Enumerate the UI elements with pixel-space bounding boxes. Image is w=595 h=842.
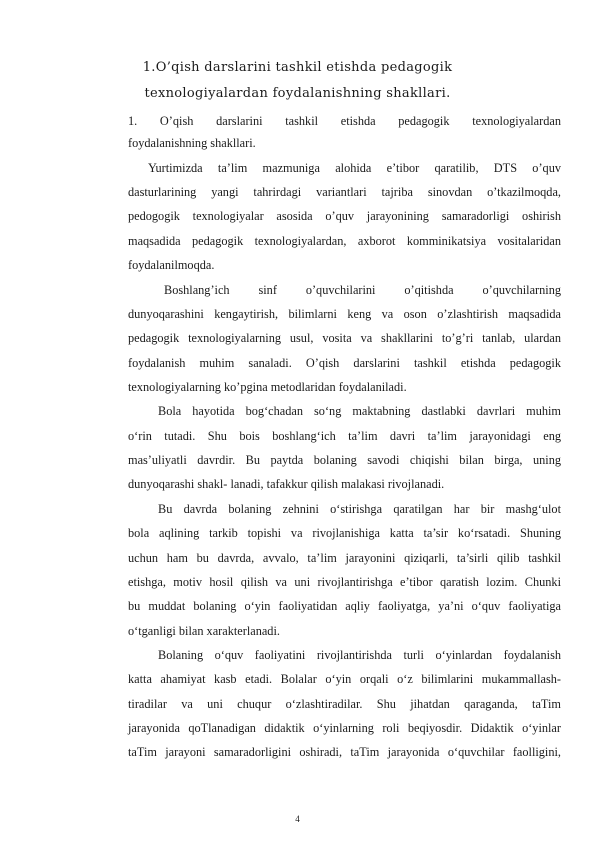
- paragraph-line: etishga, motiv hosil qilish va uni rivojlantirishga e’tibor qaratish lozim. Chunki: [128, 575, 561, 589]
- paragraph-line: jarayonida qoTlanadigan didaktik o‘yinlarning roli beqiyosdir. Didaktik o‘yinlar: [128, 721, 561, 735]
- paragraph-line: o‘tganligi bilan xarakterlanadi.: [128, 624, 280, 638]
- paragraph-line: foydalanilmoqda.: [128, 258, 215, 272]
- paragraph-line: maqsadida pedagogik texnologiyalardan, axborot komminikatsiya vositalaridan: [128, 234, 561, 248]
- paragraph-line: bola aqlining tarkib topishi va rivojlanishiga katta ta’sir ko‘rsatadi. Shuning: [128, 526, 561, 540]
- paragraph-line: texnologiyalarning ko’pgina metodlaridan foydalaniladi.: [128, 380, 407, 394]
- paragraph-line: 1. O’qish darslarini tashkil etishda pedagogik texnologiyalardan: [128, 114, 561, 128]
- paragraph-line: dunyoqarashi shakl- lanadi, tafakkur qilish malakasi rivojlanadi.: [128, 477, 445, 491]
- paragraph-line: Bolaning o‘quv faoliyatini rivojlantirishda turli o‘yinlardan foydalanish: [158, 648, 561, 662]
- paragraph-line: foydalanish muhim sanaladi. O’qish darslarini tashkil etishda pedagogik: [128, 356, 561, 370]
- paragraph-line: foydalanishning shakllari.: [128, 136, 256, 150]
- paragraph-line: pedagogik texnologiyalarning usul, vosita va shakllarini to’g’ri tanlab, ulardan: [128, 331, 561, 345]
- paragraph-line: tiradilar va uni chuqur o‘zlashtiradilar. Shu jihatdan qaraganda, taTim: [128, 697, 561, 711]
- paragraph-line: uchun ham bu davrda, avvalo, ta’lim jarayonini qiziqarli, ta’sirli qilib tashkil: [128, 551, 561, 565]
- paragraph-line: o‘rin tutadi. Shu bois boshlang‘ich ta’lim davri ta’lim jarayonidagi eng: [128, 429, 561, 443]
- paragraph-line: dasturlarining yangi tahrirdagi variantlari tajriba sinovdan o’tkazilmoqda,: [128, 185, 561, 199]
- paragraph-line: katta ahamiyat kasb etadi. Bolalar o‘yin orqali o‘z bilimlarini mukammallash-: [128, 672, 561, 686]
- paragraph-line: Bola hayotida bog‘chadan so‘ng maktabning dastlabki davrlari muhim: [158, 404, 561, 418]
- paragraph-line: mas’uliyatli davrdir. Bu paytda bolaning savodi chiqishi bilan birga, uning: [128, 453, 561, 467]
- section-heading-line-2: texnologiyalardan foydalanishning shakllari.: [144, 86, 451, 101]
- paragraph-line: Bu davrda bolaning zehnini o‘stirishga qaratilgan har bir mashg‘ulot: [158, 502, 561, 516]
- paragraph-line: Yurtimizda ta’lim mazmuniga alohida e’tibor qaratilib, DTS o’quv: [148, 161, 561, 175]
- paragraph-line: pedogogik texnologiyalar asosida o’quv jarayonining samaradorligi oshirish: [128, 209, 561, 223]
- section-heading-line-1: 1.O’qish darslarini tashkil etishda pedagogik: [142, 60, 453, 75]
- paragraph-line: Boshlang’ich sinf o’quvchilarini o’qitishda o’quvchilarning: [164, 283, 561, 297]
- page-number: 4: [295, 814, 300, 824]
- paragraph-line: dunyoqarashini kengaytirish, bilimlarni keng va oson o’zlashtirish maqsadida: [128, 307, 561, 321]
- paragraph-line: bu muddat bolaning o‘yin faoliyatidan aqliy faoliyatga, ya’ni o‘quv faoliyatiga: [128, 599, 561, 613]
- paragraph-line: taTim jarayoni samaradorligini oshiradi, taTim jarayonida o‘quvchilar faolligini,: [128, 745, 561, 759]
